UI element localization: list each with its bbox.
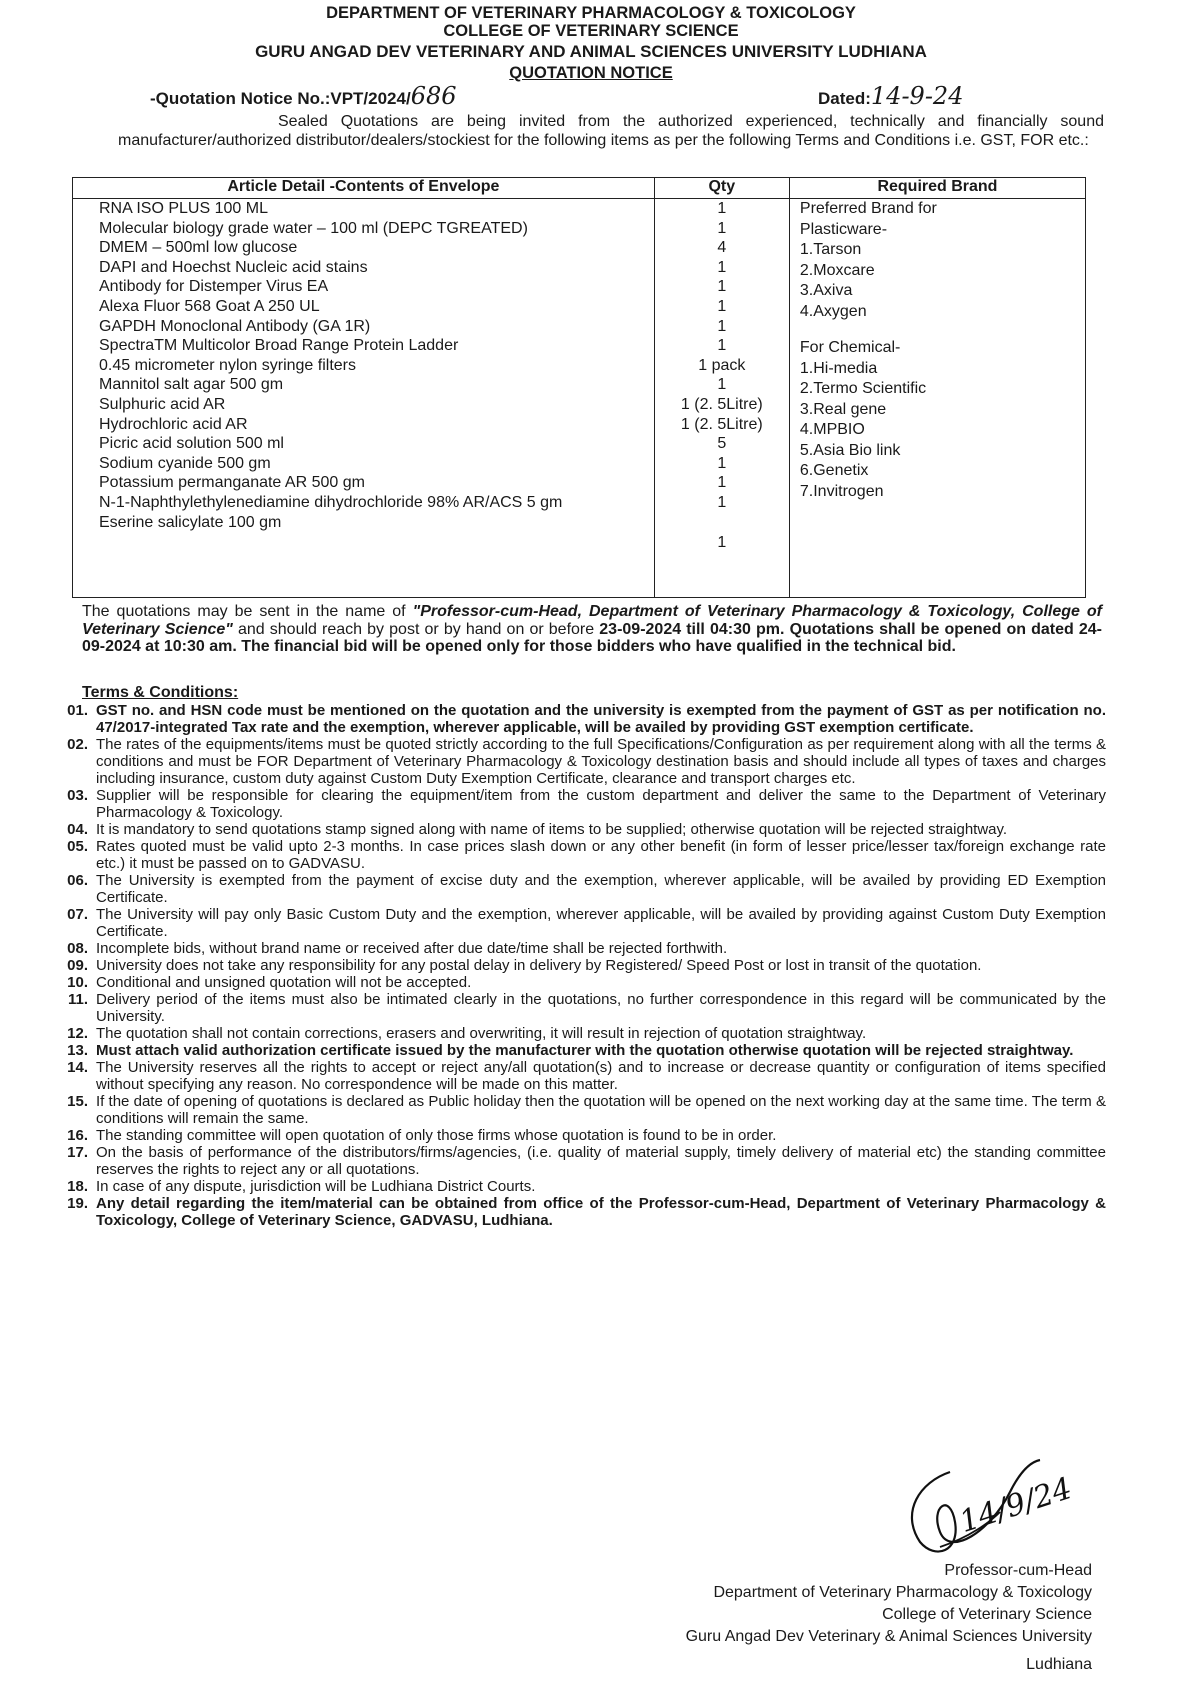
table-body-row: [73, 199, 1086, 598]
article-item: DMEM – 500ml low glucose: [99, 239, 298, 257]
submission-text-2: and should reach by post or by hand on or before: [232, 620, 600, 638]
article-item: Potassium permanganate AR 500 gm: [99, 474, 365, 492]
qty-item: 1: [717, 200, 727, 217]
term-text: The rates of the equipments/items must be quoted strictly according to the full Specifications/Configuration as per requirement along with all the terms & conditions and must be FOR Department of Veterinary Pharmacology & Toxicology destination basis and should include all types of taxes and charges including insurance, custom duty against Custom Duty Exemption Certificate, clearance and transport charges etc.: [96, 736, 1106, 787]
article-item: Molecular biology grade water – 100 ml (DEPC TGREATED): [99, 219, 528, 237]
article-item: Alexa Fluor 568 Goat A 250 UL: [99, 297, 320, 315]
qty-item: 4: [717, 239, 727, 257]
term-item: [40, 1042, 1106, 1059]
term-item: [40, 957, 1106, 974]
term-text: Supplier will be responsible for clearing the equipment/item from the custom department and deliver the same to the Department of Veterinary Pharmacology & Toxicology.: [96, 787, 1106, 821]
term-item: [40, 940, 1106, 957]
term-text: Delivery period of the items must also be intimated clearly in the quotations, no further correspondence in this regard will be communicated by the University.: [96, 991, 1106, 1025]
college-heading: COLLEGE OF VETERINARY SCIENCE: [443, 22, 739, 40]
signatory-title: Professor-cum-Head: [944, 1562, 1092, 1579]
term-text: Must attach valid authorization certificate issued by the manufacturer with the quotation otherwise quotation will be rejected straightway.: [96, 1042, 1074, 1059]
term-number: 14.: [67, 1059, 88, 1076]
quotation-number-value: 686: [410, 82, 457, 110]
qty-item: 1: [717, 219, 727, 237]
signatory-block: [686, 1560, 1092, 1676]
brand-line: 3.Axiva: [799, 282, 853, 299]
article-item: Picric acid solution 500 ml: [99, 435, 284, 453]
brand-line: 2.Termo Scientific: [799, 380, 927, 397]
term-item: [40, 991, 1106, 1025]
term-item: [40, 702, 1106, 736]
term-text: The University is exempted from the payment of excise duty and the exemption, wherever applicable, will be availed by providing ED Exemption Certificate.: [96, 872, 1106, 906]
term-item: [40, 821, 1106, 838]
signatory-city: Ludhiana: [1026, 1656, 1092, 1673]
term-number: 10.: [67, 974, 88, 991]
term-item: [40, 838, 1106, 872]
term-text: Conditional and unsigned quotation will not be accepted.: [96, 974, 472, 991]
term-text: If the date of opening of quotations is declared as Public holiday then the quotation will be opened on the next working day at the same time. The term & conditions will remain the same.: [96, 1093, 1106, 1127]
department-heading: DEPARTMENT OF VETERINARY PHARMACOLOGY & TOXICOLOGY: [326, 4, 856, 22]
brand-line: 1.Hi-media: [799, 359, 878, 377]
brand-line: 1.Tarson: [799, 241, 862, 258]
term-number: 07.: [67, 906, 88, 923]
term-number: 08.: [67, 940, 88, 957]
date-label: Dated:: [818, 89, 871, 108]
brand-line: 6.Genetix: [799, 462, 869, 479]
term-number: 04.: [67, 821, 88, 838]
brand-line: Plasticware-: [799, 220, 888, 238]
term-item: [40, 1178, 1106, 1195]
article-item: 0.45 micrometer nylon syringe filters: [99, 356, 356, 374]
brand-line: Preferred Brand for: [799, 200, 937, 217]
brand-column: [789, 199, 1085, 598]
qty-item: 1: [717, 258, 727, 276]
brand-line: 5.Asia Bio link: [799, 441, 901, 459]
term-item: [40, 906, 1106, 940]
term-number: 06.: [67, 872, 88, 889]
term-item: [40, 1144, 1106, 1178]
term-item: [40, 1127, 1106, 1144]
terms-list: [40, 702, 1106, 1229]
term-text: The University will pay only Basic Custom Duty and the exemption, wherever applicable, will be availed by providing against Custom Duty Exemption Certificate.: [96, 906, 1106, 940]
term-number: 18.: [67, 1178, 88, 1195]
qty-item: 1 pack: [698, 356, 746, 374]
term-text: On the basis of performance of the distributors/firms/agencies, (i.e. quality of material supply, timely delivery of material etc) the standing committee reserves the rights to reject any or all quotations.: [96, 1144, 1106, 1178]
term-number: 01.: [67, 702, 88, 719]
header-brand: Required Brand: [789, 178, 1085, 199]
term-text: The standing committee will open quotation of only those firms whose quotation is found to be in order.: [96, 1127, 777, 1144]
article-item: GAPDH Monoclonal Antibody (GA 1R): [99, 317, 371, 335]
qty-column: [654, 199, 789, 598]
submission-deadline: 23-09-2024 till 04:30 pm. Quotations shall be opened on dated 24-09-2024 at 10:30 am. The financial bid will be opened only for those bidders who have qualified in the technical bid.: [82, 620, 1103, 655]
term-number: 16.: [67, 1127, 88, 1144]
article-item: Sulphuric acid AR: [99, 395, 226, 413]
notice-date: [818, 82, 963, 110]
article-column: [73, 199, 655, 598]
brand-line: 4.MPBIO: [799, 421, 865, 438]
article-item: N-1-Naphthylethylenediamine dihydrochloride 98% AR/ACS 5 gm: [99, 493, 563, 511]
article-item: Hydrochloric acid AR: [99, 415, 248, 433]
qty-item: 1: [717, 474, 727, 492]
term-text: The University reserves all the rights to accept or reject any/all quotation(s) and to increase or decrease quantity or configuration of items specified without specifying any reason. No correspondence will be made on this matter.: [96, 1059, 1106, 1093]
term-number: 15.: [67, 1093, 88, 1110]
notice-title: QUOTATION NOTICE: [509, 64, 673, 82]
terms-heading: Terms & Conditions:: [82, 684, 239, 701]
university-heading: GURU ANGAD DEV VETERINARY AND ANIMAL SCIENCES UNIVERSITY LUDHIANA: [255, 42, 927, 61]
term-item: [40, 736, 1106, 787]
table-header-row: [73, 178, 1086, 199]
article-item: Mannitol salt agar 500 gm: [99, 376, 284, 394]
term-number: 05.: [67, 838, 88, 855]
qty-item: 1: [717, 297, 727, 315]
term-item: [40, 1195, 1106, 1229]
term-text: Rates quoted must be valid upto 2-3 months. In case prices slash down or any other benefit (in form of lesser price/lesser tax/foreign exchange rate etc.) it must be passed on to GADVASU.: [96, 838, 1106, 872]
term-text: Any detail regarding the item/material can be obtained from office of the Professor-cum-Head, Department of Veterinary Pharmacology & Toxicology, College of Veterinary Science, GADVASU, Ludhiana.: [96, 1195, 1106, 1229]
term-item: [40, 1025, 1106, 1042]
article-item: Antibody for Distemper Virus EA: [99, 278, 329, 296]
term-text: The quotation shall not contain corrections, erasers and overwriting, it will result in rejection of quotation straightway.: [96, 1025, 867, 1042]
signatory-college: College of Veterinary Science: [882, 1606, 1092, 1623]
term-number: 13.: [67, 1042, 88, 1059]
term-item: [40, 1093, 1106, 1127]
signatory-university: Guru Angad Dev Veterinary & Animal Sciences University: [685, 1628, 1092, 1645]
qty-item: 5: [717, 435, 727, 453]
intro-paragraph: Sealed Quotations are being invited from the authorized experienced, technically and financially sound manufacturer/authorized distributor/dealers/stockiest for the following items as per the following Terms and Conditions i.e. GST, FOR etc.:: [118, 113, 1104, 149]
term-number: 19.: [67, 1195, 88, 1212]
term-text: GST no. and HSN code must be mentioned on the quotation and the university is exempted from the payment of GST as per notification no. 47/2017-integrated Tax rate and the exemption, wherever applicable, will be availed by providing GST exemption certificate.: [96, 702, 1106, 736]
term-number: 03.: [67, 787, 88, 804]
submission-text-1: The quotations may be sent in the name of: [82, 603, 413, 620]
term-text: Incomplete bids, without brand name or received after due date/time shall be rejected forthwith.: [96, 940, 728, 957]
header-qty: Qty: [654, 178, 789, 199]
term-item: [40, 1059, 1106, 1093]
term-number: 12.: [67, 1025, 88, 1042]
article-item: SpectraTM Multicolor Broad Range Protein Ladder: [99, 337, 459, 355]
qty-item: 1: [717, 493, 727, 511]
term-number: 17.: [67, 1144, 88, 1161]
term-item: [40, 872, 1106, 906]
term-number: 11.: [67, 991, 88, 1008]
term-item: [40, 974, 1106, 991]
signatory-department: Department of Veterinary Pharmacology & Toxicology: [713, 1584, 1092, 1601]
brand-line: 3.Real gene: [799, 400, 887, 418]
term-text: In case of any dispute, jurisdiction will be Ludhiana District Courts.: [96, 1178, 536, 1195]
article-item: DAPI and Hoechst Nucleic acid stains: [99, 258, 368, 276]
term-item: [40, 787, 1106, 821]
qty-item: 1: [717, 317, 727, 335]
qty-item: 1 (2. 5Litre): [680, 415, 763, 433]
article-item: Sodium cyanide 500 gm: [99, 454, 271, 472]
brand-line: 2.Moxcare: [799, 261, 875, 279]
article-item: RNA ISO PLUS 100 ML: [99, 200, 268, 217]
brand-line: 4.Axygen: [799, 302, 867, 320]
date-value: 14-9-24: [870, 82, 964, 110]
term-number: 02.: [67, 736, 88, 753]
article-item: Eserine salicylate 100 gm: [99, 513, 282, 531]
qty-item: 1: [717, 454, 727, 472]
header-article: Article Detail -Contents of Envelope: [73, 178, 655, 199]
quotation-number: [150, 82, 457, 110]
submission-addressee: "Professor-cum-Head, Department of Veterinary Pharmacology & Toxicology, College of Veterinary Science": [82, 603, 1102, 638]
term-text: University does not take any responsibility for any postal delay in delivery by Registered/ Speed Post or lost in transit of the quotation.: [96, 957, 982, 974]
items-table: [72, 177, 1086, 598]
qty-item: 1: [717, 278, 727, 296]
qty-item: 1: [717, 533, 727, 551]
qty-item: 1: [717, 337, 727, 355]
brand-line: 7.Invitrogen: [799, 482, 884, 500]
term-text: It is mandatory to send quotations stamp signed along with name of items to be supplied; otherwise quotation will be rejected straightway.: [96, 821, 1008, 838]
quotation-number-label: -Quotation Notice No.:VPT/2024/: [150, 89, 411, 108]
brand-spacer: [790, 322, 1085, 338]
qty-item: 1 (2. 5Litre): [680, 395, 763, 413]
term-number: 09.: [67, 957, 88, 974]
brand-line: For Chemical-: [799, 339, 901, 356]
qty-item: 1: [717, 376, 727, 394]
submission-paragraph: [82, 603, 1102, 656]
signature-date: 14/9/24: [955, 1470, 1077, 1541]
